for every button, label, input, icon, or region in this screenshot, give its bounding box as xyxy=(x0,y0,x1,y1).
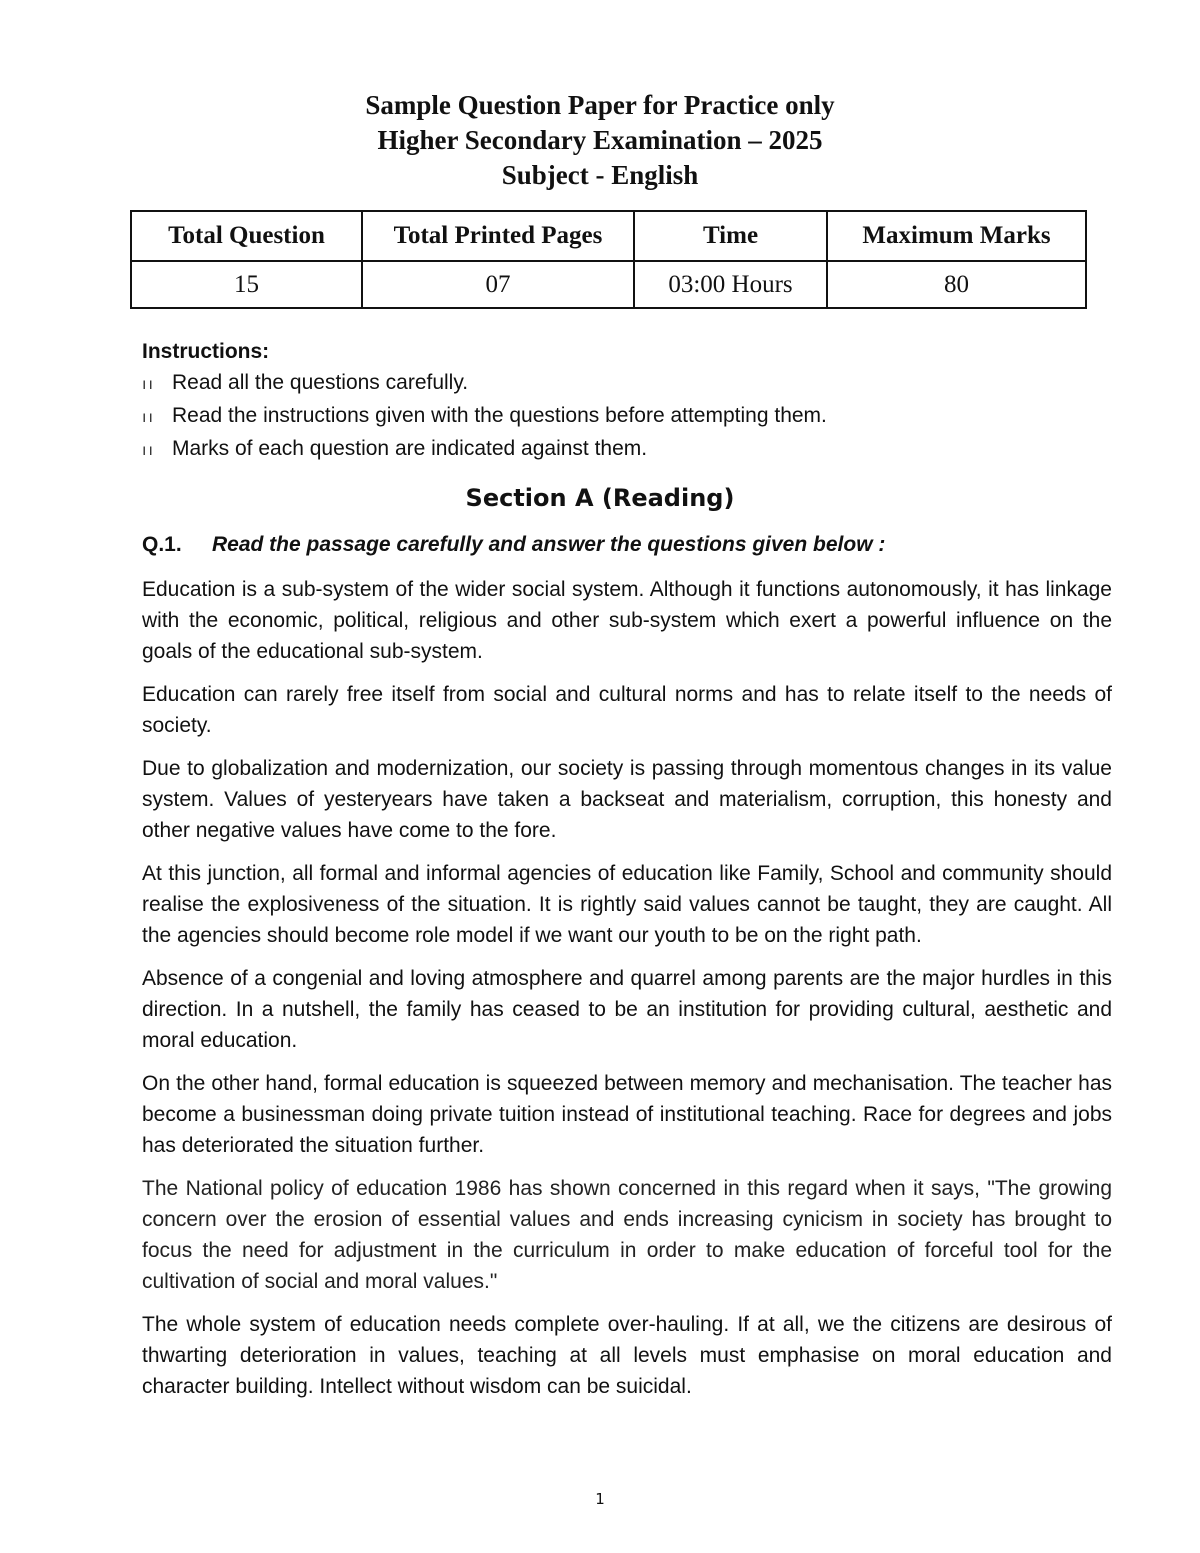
header-maximum-marks: Maximum Marks xyxy=(827,211,1086,261)
header-exam: Higher Secondary Examination – 2025 xyxy=(377,125,823,155)
instruction-item xyxy=(142,367,1102,400)
question-heading xyxy=(142,533,1112,557)
page-number: 1 xyxy=(595,1490,605,1508)
passage-paragraph: Absence of a congenial and loving atmosphere and quarrel among parents are the major hurdles in this direction. In a nutshell, the family has ceased to be an institution for providing cultural, aesthetic and moral education. xyxy=(142,967,1112,1052)
section-title: Section A (Reading) xyxy=(465,484,735,512)
passage-paragraph: Education is a sub-system of the wider social system. Although it functions autonomously, it has linkage with the economic, political, religious and other sub-system which exert a powerful influence on the goals of the educational sub-system. xyxy=(142,578,1112,663)
header-title: Sample Question Paper for Practice only xyxy=(365,90,835,120)
instructions-title: Instructions: xyxy=(142,340,270,363)
header-total-printed-pages: Total Printed Pages xyxy=(362,211,634,261)
paper-header xyxy=(0,88,1200,193)
value-total-printed-pages: 07 xyxy=(362,261,634,308)
instruction-text: Read the instructions given with the questions before attempting them. xyxy=(172,404,827,427)
value-total-question: 15 xyxy=(131,261,362,308)
passage-paragraph: The whole system of education needs complete over-hauling. If at all, we the citizens are desirous of thwarting deterioration in values, teaching at all levels must emphasise on moral education and character building. Intellect without wisdom can be suicidal. xyxy=(142,1313,1112,1398)
bullet-icon: ıı xyxy=(142,409,155,426)
instruction-text: Read all the questions carefully. xyxy=(172,371,469,394)
header-time: Time xyxy=(634,211,827,261)
question-text: Read the passage carefully and answer the questions given below : xyxy=(212,533,886,556)
bullet-icon: ıı xyxy=(142,442,155,459)
value-maximum-marks: 80 xyxy=(827,261,1086,308)
exam-summary-table xyxy=(130,210,1087,309)
table-header-row xyxy=(131,211,1086,261)
instruction-item xyxy=(142,400,1102,433)
passage-paragraph: At this junction, all formal and informal agencies of education like Family, School and community should realise the explosiveness of the situation. It is rightly said values cannot be taught, they are caught. All the agencies should become role model if we want our youth to be on the right path. xyxy=(142,862,1112,947)
instruction-item xyxy=(142,433,1102,466)
passage-paragraph: Education can rarely free itself from social and cultural norms and has to relate itself to the needs of society. xyxy=(142,683,1112,737)
question-number: Q.1. xyxy=(142,533,182,556)
table-value-row xyxy=(131,261,1086,308)
value-time: 03:00 Hours xyxy=(634,261,827,308)
instruction-text: Marks of each question are indicated against them. xyxy=(172,437,648,460)
header-subject: Subject - English xyxy=(501,160,699,190)
passage-paragraph: The National policy of education 1986 has shown concerned in this regard when it says, "The growing concern over the erosion of essential values and ends increasing cynicism in society has brought to focus the need for adjustment in the curriculum in order to make education of forceful tool for the cultivation of social and moral values." xyxy=(142,1177,1112,1293)
instructions-block xyxy=(142,336,1102,466)
bullet-icon: ıı xyxy=(142,376,155,393)
passage-paragraph: Due to globalization and modernization, our society is passing through momentous changes in its value system. Values of yesteryears have taken a backseat and materialism, corruption, this honesty and other negative values have come to the fore. xyxy=(142,757,1112,842)
reading-passage xyxy=(142,574,1112,1414)
passage-paragraph: On the other hand, formal education is squeezed between memory and mechanisation. The teacher has become a businessman doing private tuition instead of institutional teaching. Race for degrees and jobs has deteriorated the situation further. xyxy=(142,1072,1112,1157)
header-total-question: Total Question xyxy=(131,211,362,261)
